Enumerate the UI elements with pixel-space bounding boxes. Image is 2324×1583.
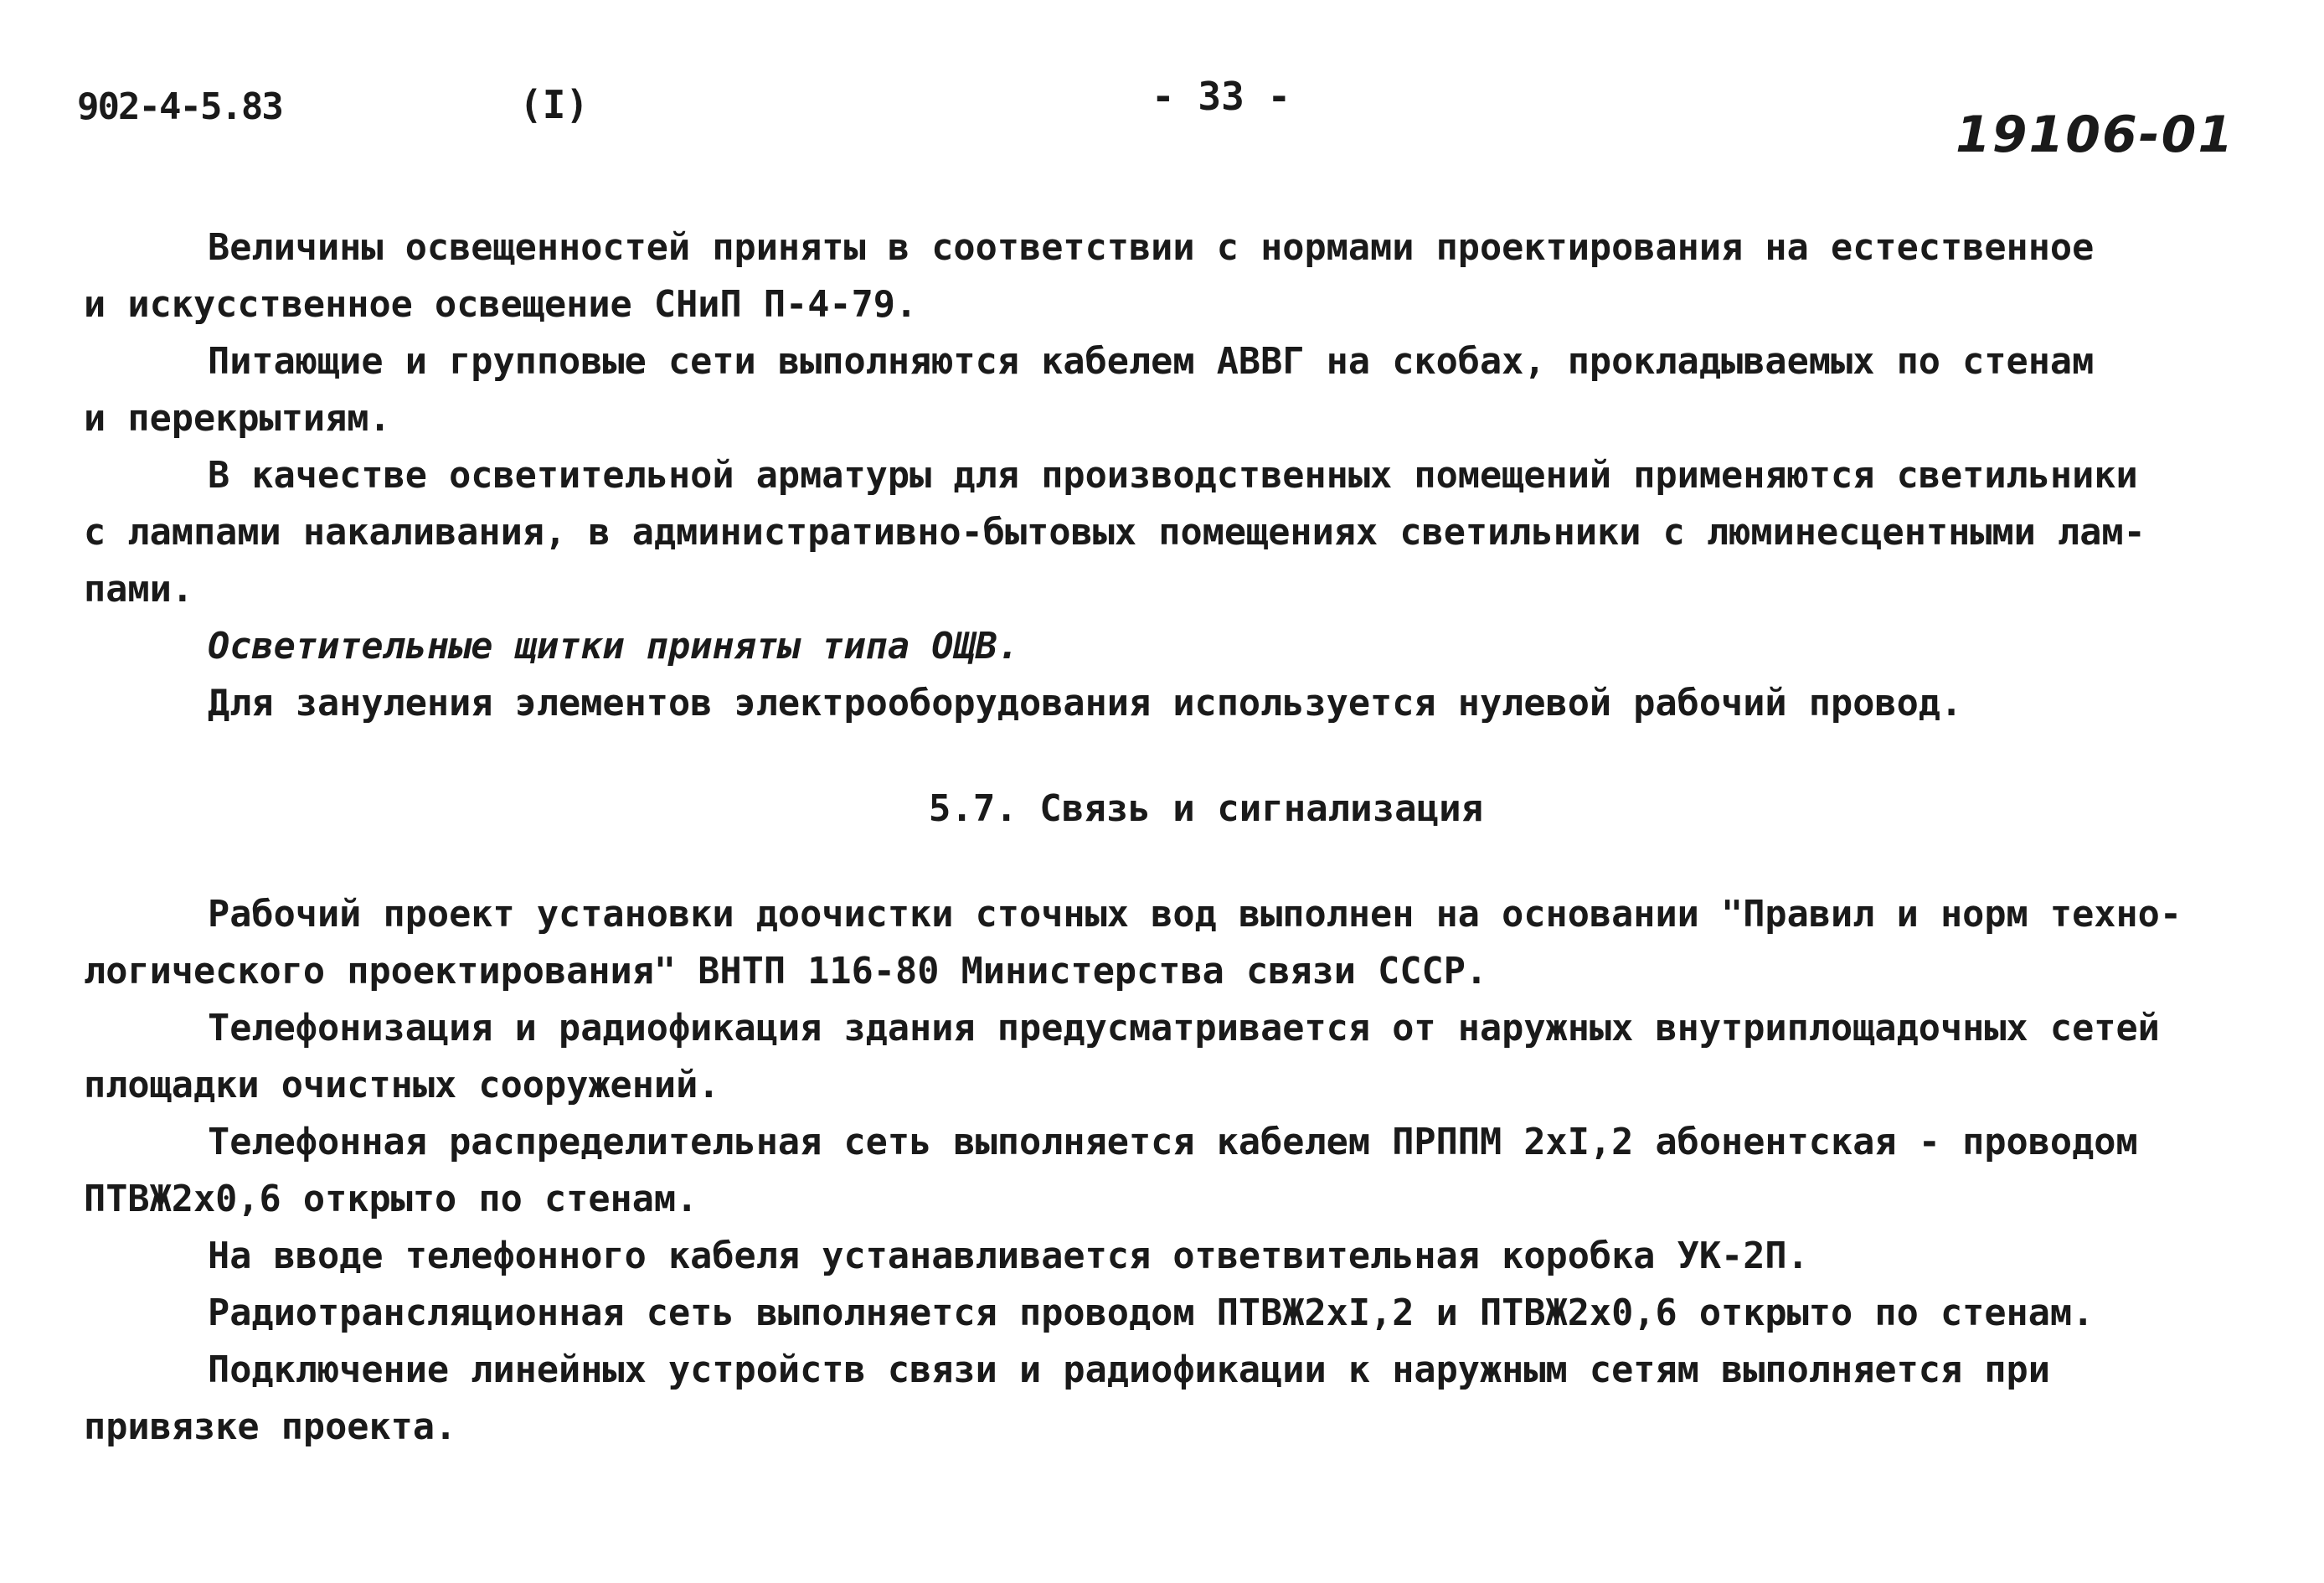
text-line: пами. xyxy=(84,569,193,611)
text-line: Радиотрансляционная сеть выполняется проводом ПТВЖ2хI,2 и ПТВЖ2х0,6 открыто по стенам. xyxy=(208,1292,2095,1334)
paragraph-project-basis xyxy=(84,886,2295,1000)
text-line: Рабочий проект установки доочистки сточных вод выполнен на основании "Правил и норм техно- xyxy=(208,894,2182,936)
paragraph-cable-entry xyxy=(84,1228,2295,1285)
paragraph-illuminance xyxy=(84,219,2295,333)
text-line: с лампами накаливания, в административно-бытовых помещениях светильники с люминесцентными лам- xyxy=(84,512,2146,554)
text-line: и перекрытиям. xyxy=(84,398,391,440)
paragraph-lighting-panels xyxy=(84,618,2295,675)
paragraph-telephony xyxy=(84,1000,2295,1114)
paragraph-telephone-network xyxy=(84,1114,2295,1228)
text-line: площадки очистных сооружений. xyxy=(84,1065,720,1106)
section-heading: 5.7. Связь и сигнализация xyxy=(928,787,1484,830)
text-line: логического проектирования" ВНТП 116-80 Министерства связи СССР. xyxy=(84,951,1488,993)
sheet-number: (I) xyxy=(519,82,590,127)
text-line: Величины освещенностей приняты в соответствии с нормами проектирования на естественное xyxy=(208,227,2095,269)
document-body xyxy=(84,219,2295,1456)
inventory-number: 19106-01 xyxy=(1956,106,2235,164)
text-line: На вводе телефонного кабеля устанавливается ответвительная коробка УК-2П. xyxy=(208,1235,1809,1277)
document-code: 902-4-5.83 xyxy=(77,85,282,128)
text-line: и искусственное освещение СНиП П-4-79. xyxy=(84,284,918,326)
paragraph-grounding xyxy=(84,675,2295,732)
text-line: Для зануления элементов электрооборудования используется нулевой рабочий провод. xyxy=(208,683,1963,724)
paragraph-lighting-fixtures xyxy=(84,447,2295,618)
paragraph-connection xyxy=(84,1342,2295,1456)
paragraph-radio-network xyxy=(84,1285,2295,1342)
text-line: Питающие и групповые сети выполняются кабелем АВВГ на скобах, прокладываемых по стенам xyxy=(208,341,2095,383)
text-line: Осветительные щитки приняты типа ОЩВ. xyxy=(208,626,1020,668)
text-line: Телефонизация и радиофикация здания предусматривается от наружных внутриплощадочных сетей xyxy=(208,1008,2160,1049)
text-line: привязке проекта. xyxy=(84,1406,457,1448)
text-line: В качестве осветительной арматуры для производственных помещений применяются светильники xyxy=(208,455,2138,497)
paragraph-supply-networks xyxy=(84,333,2295,447)
text-line: Телефонная распределительная сеть выполняется кабелем ПРППМ 2хI,2 абонентская - проводом xyxy=(208,1122,2138,1163)
text-line: ПТВЖ2х0,6 открыто по стенам. xyxy=(84,1178,698,1220)
text-line: Подключение линейных устройств связи и радиофикации к наружным сетям выполняется при xyxy=(208,1349,2050,1391)
page-number: - 33 - xyxy=(1152,74,1291,119)
